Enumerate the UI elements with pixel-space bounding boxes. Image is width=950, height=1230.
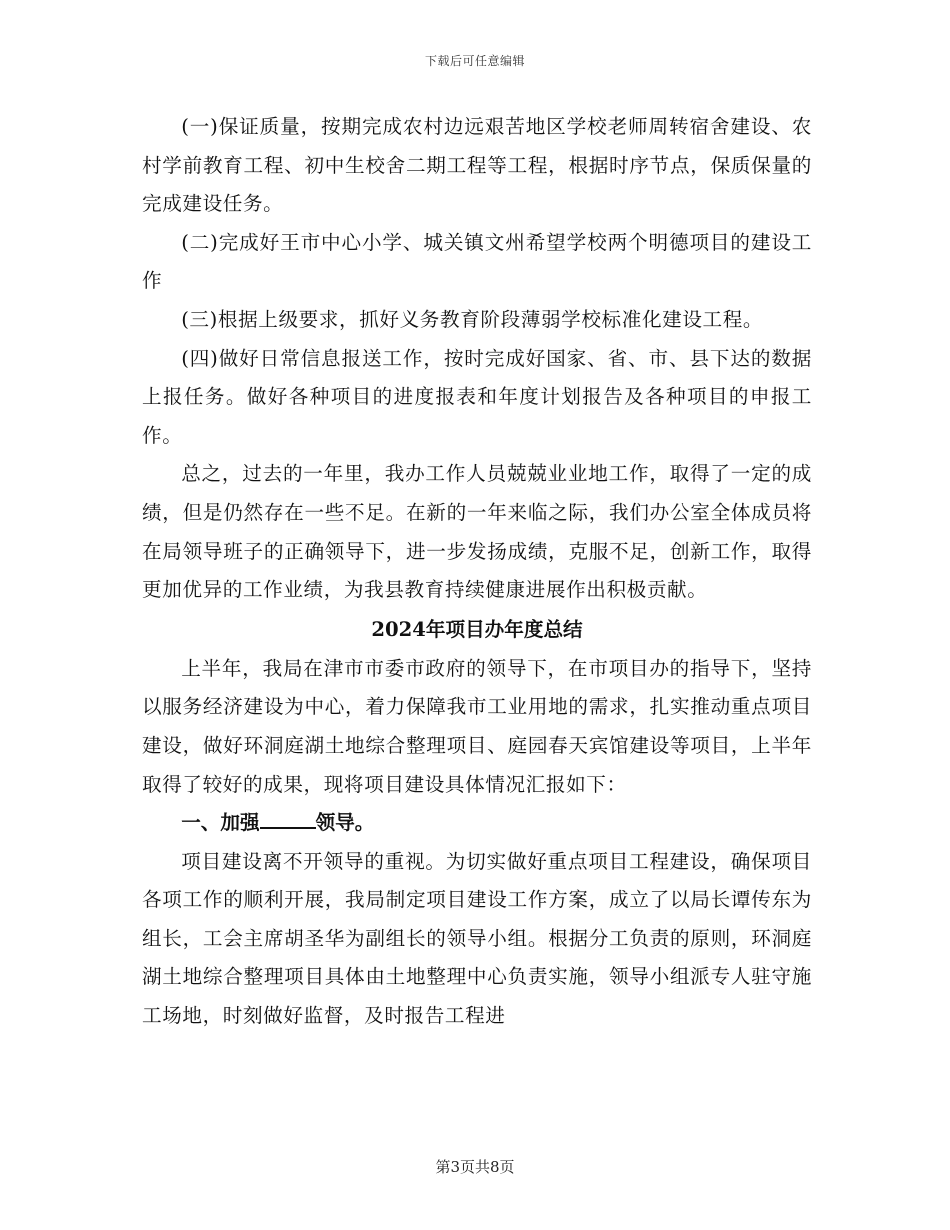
paragraph-item-2: (二)完成好王市中心小学、城关镇文州希望学校两个明德项目的建设工作: [142, 230, 812, 293]
section-title: 2024年项目办年度总结: [371, 617, 583, 641]
header-note: 下载后可任意编辑: [424, 54, 525, 68]
section-heading-1: [142, 804, 812, 843]
paragraph-item-3: (三)根据上级要求，抓好义务教育阶段薄弱学校标准化建设工程。: [181, 307, 764, 331]
paragraph-item-4: (四)做好日常信息报送工作，按时完成好国家、省、市、县下达的数据上报任务。做好各种项目的进度报表和年度计划报告及各种项目的申报工作。: [142, 346, 812, 447]
heading-suffix: 领导。: [315, 811, 375, 835]
paragraph-conclusion: 总之，过去的一年里，我办工作人员兢兢业业地工作，取得了一定的成绩，但是仍然存在一些不足。在新的一年来临之际，我们办公室全体成员将在局领导班子的正确领导下，进一步发扬成绩，克服不足，创新工作，取得更加优异的工作业绩，为我县教育持续健康进展作出积极贡献。: [142, 462, 812, 602]
paragraph-leadership: 项目建设离不开领导的重视。为切实做好重点项目工程建设，确保项目各项工作的顺利开展，我局制定项目建设工作方案，成立了以局长谭传东为组长，工会主席胡圣华为副组长的领导小组。根据分工负责的原则，环洞庭湖土地综合整理项目具体由土地整理中心负责实施，领导小组派专人驻守施工场地，时刻做好监督，及时报告工程进: [142, 849, 812, 1028]
document-body: [142, 108, 812, 1036]
fill-in-blank: [260, 809, 316, 829]
page-number: 第3页共8页: [435, 1158, 515, 1176]
paragraph-intro: 上半年，我局在津市市委市政府的领导下，在市项目办的指导下，坚持以服务经济建设为中心，着力保障我市工业用地的需求，扎实推动重点项目建设，做好环洞庭湖土地综合整理项目、庭园春天宾馆建设等项目，上半年取得了较好的成果，现将项目建设具体情况汇报如下：: [142, 656, 812, 796]
paragraph-item-1: (一)保证质量，按期完成农村边远艰苦地区学校老师周转宿舍建设、农村学前教育工程、初中生校舍二期工程等工程，根据时序节点，保质保量的完成建设任务。: [142, 115, 812, 216]
heading-prefix: 一、加强: [181, 811, 260, 835]
